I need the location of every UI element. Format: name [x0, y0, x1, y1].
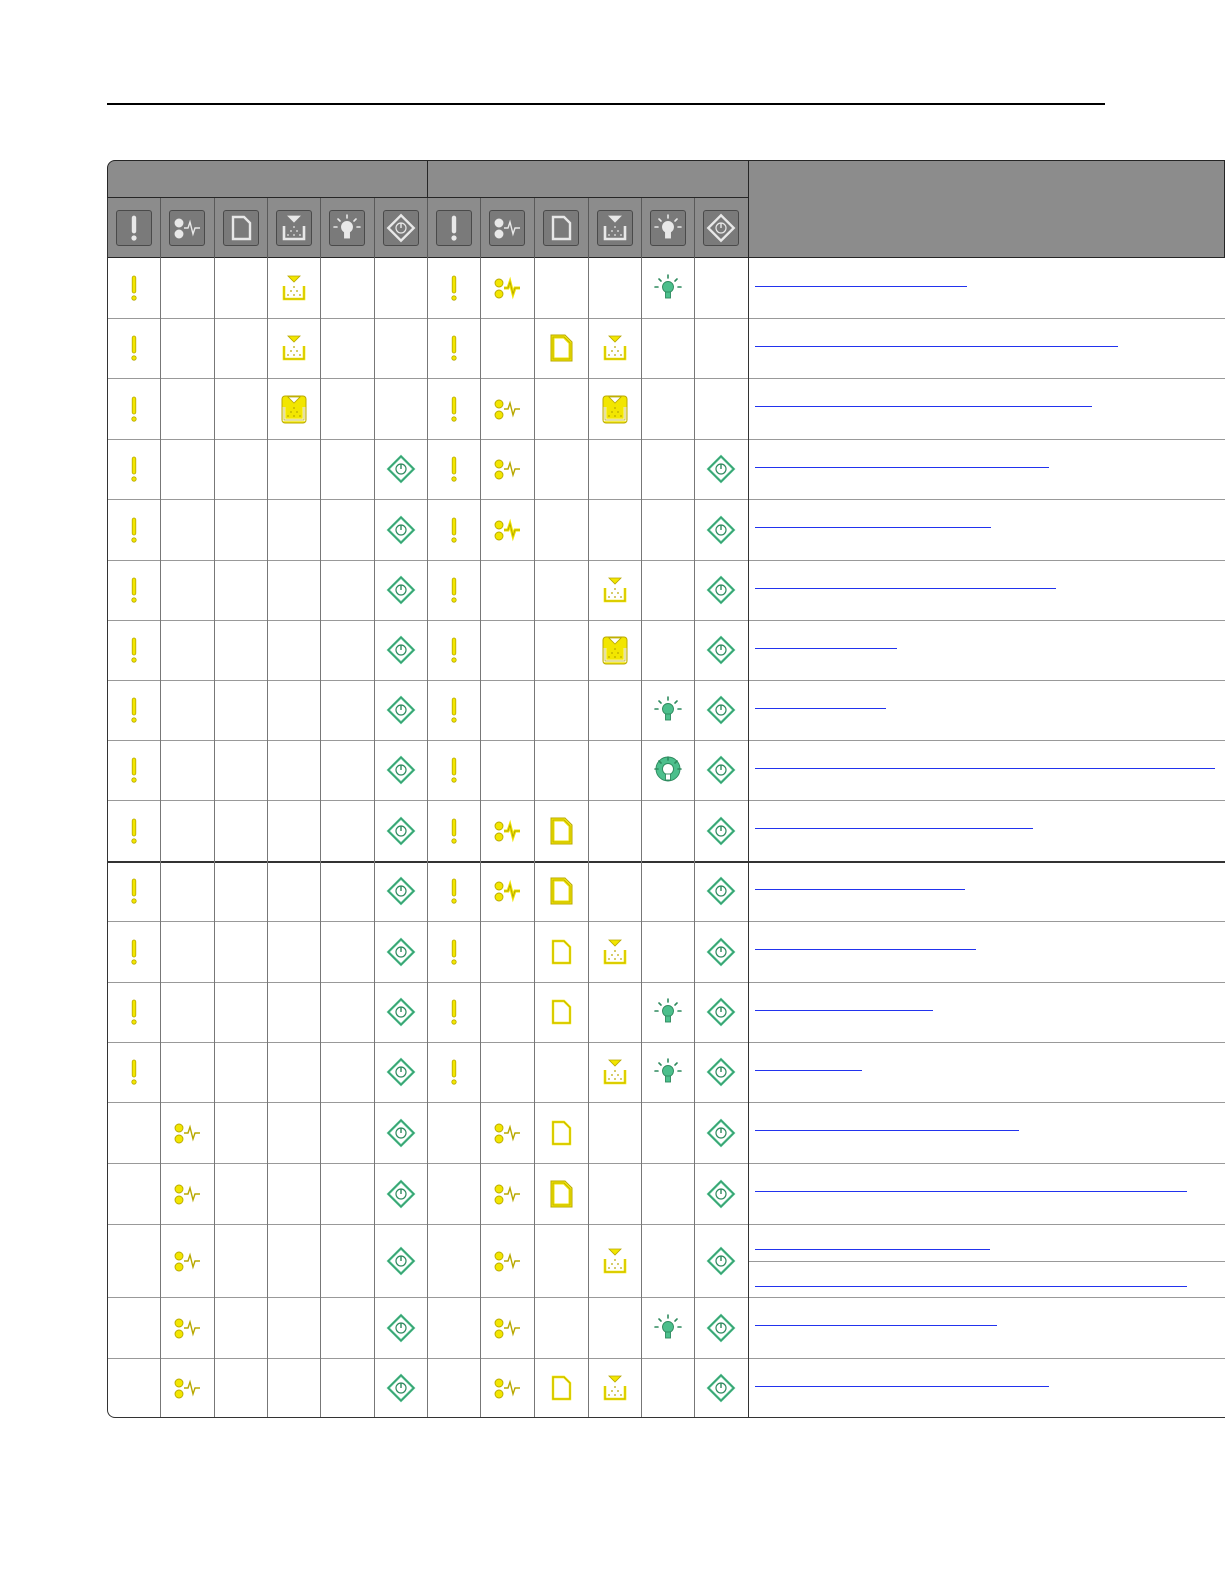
top-rule — [107, 103, 1105, 105]
light-sequence-table — [107, 160, 1225, 1423]
header-group-2 — [427, 160, 749, 198]
table-border — [107, 198, 1225, 1418]
header-group-1 — [107, 160, 428, 198]
